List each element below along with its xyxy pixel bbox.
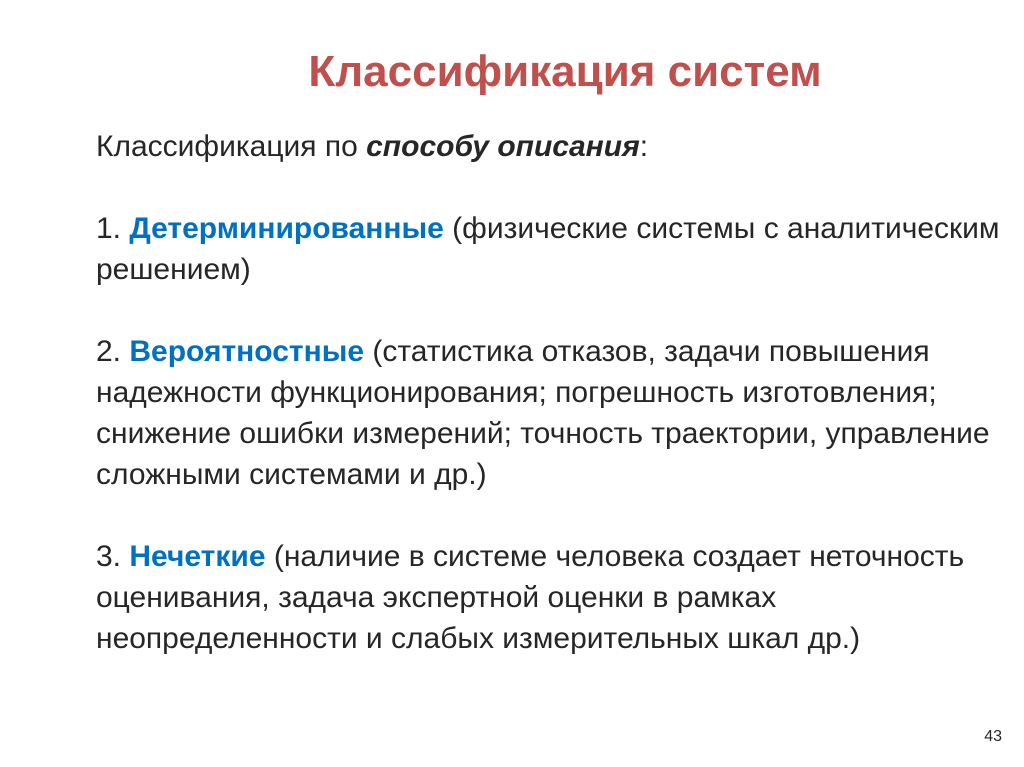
- item-description: (наличие в системе человека создает неточность оценивания, задача экспертной оценки в рамках неопределенности и слабых измерительных шкал др.): [96, 540, 965, 655]
- item-description: (физические системы с аналитическим решением): [96, 212, 1000, 286]
- slide-content: [96, 126, 1006, 659]
- slide-title: Классификация систем: [308, 47, 822, 96]
- item-term: Нечеткие: [129, 540, 266, 573]
- list-item-fuzzy: [96, 536, 1006, 659]
- item-description: (статистика отказов, задачи повышения надежности функционирования; погрешность изготовления; снижение ошибки измерений; точность траектории, управление сложными системами и др.): [96, 335, 990, 491]
- item-number: 3.: [96, 540, 130, 573]
- item-number: 1.: [96, 212, 130, 245]
- intro-suffix: :: [639, 130, 649, 163]
- list-item-probabilistic: [96, 331, 1006, 495]
- intro-emphasis: способу описания: [366, 130, 640, 163]
- intro-line: [96, 126, 1006, 167]
- page-number: 43: [984, 728, 1002, 745]
- item-term: Детерминированные: [129, 212, 444, 245]
- item-number: 2.: [96, 335, 130, 368]
- intro-prefix: Классификация по: [96, 130, 367, 163]
- item-term: Вероятностные: [129, 335, 365, 368]
- list-item-deterministic: [96, 208, 1006, 290]
